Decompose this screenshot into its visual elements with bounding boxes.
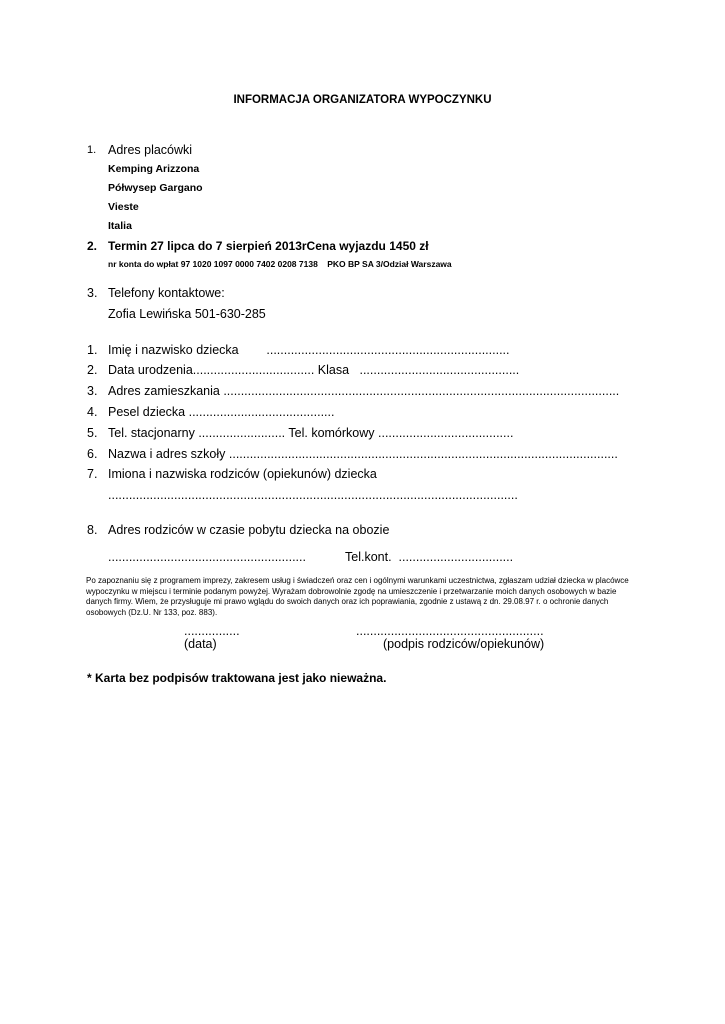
home-address-field: Adres zamieszkania .................................................................................................................. <box>108 384 620 398</box>
field-3-number: 3. <box>87 384 98 398</box>
validity-notice: * Karta bez podpisów traktowana jest jako nieważna. <box>87 671 387 685</box>
section-1-number: 1. <box>87 144 97 156</box>
field-5-number: 5. <box>87 426 98 440</box>
field-8-number: 8. <box>87 523 98 537</box>
field-6-number: 6. <box>87 447 98 461</box>
bank-account: nr konta do wpłat 97 1020 1097 0000 7402 0208 7138 PKO BP SA 3/Odział Warszawa <box>108 259 452 269</box>
field-4-number: 4. <box>87 405 98 419</box>
school-field: Nazwa i adres szkoły ................................................................................................................ <box>108 447 618 461</box>
section-3-number: 3. <box>87 286 98 300</box>
date-dots: ................ <box>184 624 240 638</box>
field-2-number: 2. <box>87 363 98 377</box>
phone-field: Tel. stacjonarny ......................... Tel. komórkowy ....................................... <box>108 426 514 440</box>
contact-phone-field: Tel.kont. ................................. <box>345 550 514 564</box>
section-3-label: Telefony kontaktowe: <box>108 286 225 300</box>
signature-dots: ...................................................... <box>356 624 544 638</box>
parents-address-dots: ......................................................... <box>108 550 306 564</box>
date-label: (data) <box>184 637 217 651</box>
parents-address-label: Adres rodziców w czasie pobytu dziecka na obozie <box>108 523 390 537</box>
section-2-number: 2. <box>87 239 98 253</box>
document-title: INFORMACJA ORGANIZATORA WYPOCZYNKU <box>233 94 492 106</box>
contact-person: Zofia Lewińska 501-630-285 <box>108 307 266 321</box>
address-line-2: Półwysep Gargano <box>108 182 203 194</box>
field-1-number: 1. <box>87 343 98 357</box>
address-line-4: Italia <box>108 220 132 232</box>
address-line-3: Vieste <box>108 201 139 213</box>
birthdate-class-field: Data urodzenia................................... Klasa .............................................. <box>108 363 520 377</box>
child-name-field: Imię i nazwisko dziecka ...................................................................... <box>108 343 510 357</box>
section-1-label: Adres placówki <box>108 143 193 157</box>
signature-label: (podpis rodziców/opiekunów) <box>383 637 545 651</box>
term-and-price: Termin 27 lipca do 7 sierpień 2013rCena wyjazdu 1450 zł <box>108 239 429 253</box>
pesel-field: Pesel dziecka .......................................... <box>108 405 335 419</box>
address-line-1: Kemping Arizzona <box>108 163 200 175</box>
parents-names-dots: ...................................................................................................................... <box>108 488 518 502</box>
field-7-number: 7. <box>87 467 98 481</box>
consent-text: Po zapoznaniu się z programem imprezy, zakresem usług i świadczeń oraz cen i ogólnymi warunkami uczestnictwa, zgłaszam udział dziecka w placówce wypoczynku w miejscu i terminie podanym powyżej. Wyrażam dobrowolnie zgodę na umieszczenie i przetwarzanie moich danych osobowych w bazie danych firmy. Wiem, że przysługuje mi prawo wglądu do swoich danych oraz ich poprawiania, zgodnie z ustawą z dn. 29.08.97 r. o ochronie danych osobowych (Dz.U. Nr 133, poz. 883). <box>86 576 629 617</box>
parents-names-label: Imiona i nazwiska rodziców (opiekunów) dziecka <box>108 467 377 481</box>
